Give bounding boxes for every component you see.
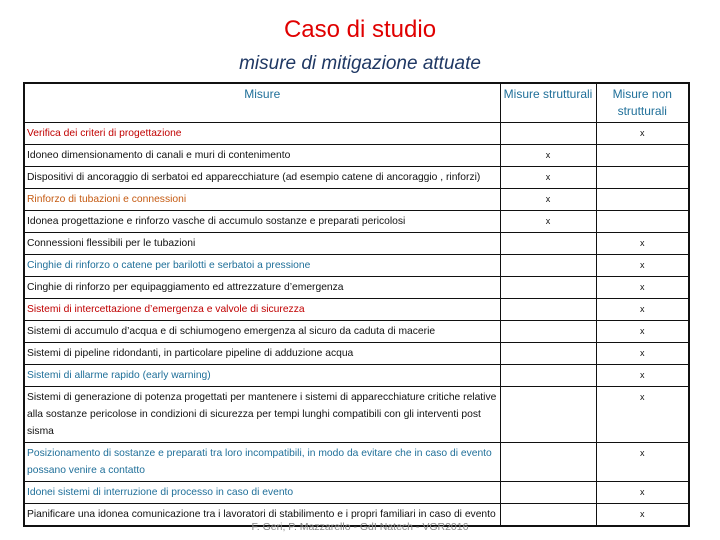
measure-cell: Idonea progettazione e rinforzo vasche di accumulo sostanze e preparati pericolosi bbox=[24, 211, 500, 233]
structural-cell bbox=[500, 443, 596, 482]
structural-cell: x bbox=[500, 189, 596, 211]
table-row bbox=[24, 145, 689, 167]
slide-title: Caso di studio bbox=[283, 16, 437, 43]
table-row bbox=[24, 343, 689, 365]
non-structural-cell bbox=[596, 211, 689, 233]
measure-cell: Sistemi di allarme rapido (early warning) bbox=[24, 365, 500, 387]
slide-footer: F. Geri, P. Mazzarello - GdI Natech - VGR2016 bbox=[251, 521, 469, 533]
non-structural-cell: x bbox=[596, 482, 689, 504]
table-row bbox=[24, 167, 689, 189]
measure-cell: Cinghie di rinforzo o catene per barilotti e serbatoi a pressione bbox=[24, 255, 500, 277]
measure-cell: Cinghie di rinforzo per equipaggiamento ed attrezzature d’emergenza bbox=[24, 277, 500, 299]
non-structural-cell: x bbox=[596, 299, 689, 321]
measure-cell: Sistemi di accumulo d’acqua e di schiumogeno emergenza al sicuro da caduta di macerie bbox=[24, 321, 500, 343]
non-structural-cell: x bbox=[596, 321, 689, 343]
header-measures: Misure bbox=[24, 83, 500, 123]
structural-cell bbox=[500, 255, 596, 277]
table-row bbox=[24, 387, 689, 443]
non-structural-cell: x bbox=[596, 387, 689, 443]
structural-cell bbox=[500, 321, 596, 343]
non-structural-cell: x bbox=[596, 504, 689, 527]
table-row bbox=[24, 365, 689, 387]
structural-cell: x bbox=[500, 167, 596, 189]
table-row bbox=[24, 321, 689, 343]
table-row bbox=[24, 443, 689, 482]
non-structural-cell: x bbox=[596, 443, 689, 482]
structural-cell bbox=[500, 482, 596, 504]
measure-cell: Idonei sistemi di interruzione di processo in caso di evento bbox=[24, 482, 500, 504]
mitigation-measures-table bbox=[23, 82, 690, 527]
measure-cell: Idoneo dimensionamento di canali e muri di contenimento bbox=[24, 145, 500, 167]
table-row bbox=[24, 299, 689, 321]
structural-cell bbox=[500, 233, 596, 255]
measure-cell: Sistemi di pipeline ridondanti, in particolare pipeline di adduzione acqua bbox=[24, 343, 500, 365]
non-structural-cell: x bbox=[596, 233, 689, 255]
non-structural-cell: x bbox=[596, 123, 689, 145]
measure-cell: Rinforzo di tubazioni e connessioni bbox=[24, 189, 500, 211]
structural-cell: x bbox=[500, 145, 596, 167]
non-structural-cell: x bbox=[596, 255, 689, 277]
table-row bbox=[24, 123, 689, 145]
structural-cell bbox=[500, 277, 596, 299]
measure-cell: Sistemi di intercettazione d’emergenza e valvole di sicurezza bbox=[24, 299, 500, 321]
structural-cell bbox=[500, 299, 596, 321]
non-structural-cell: x bbox=[596, 343, 689, 365]
non-structural-cell bbox=[596, 167, 689, 189]
table-row bbox=[24, 277, 689, 299]
measure-cell: Pianificare una idonea comunicazione tra i lavoratori di stabilimento e i propri familiari in caso di evento bbox=[24, 504, 500, 527]
table-row bbox=[24, 211, 689, 233]
structural-cell: x bbox=[500, 211, 596, 233]
measure-cell: Connessioni flessibili per le tubazioni bbox=[24, 233, 500, 255]
non-structural-cell bbox=[596, 189, 689, 211]
header-non-structural: Misure non strutturali bbox=[596, 83, 689, 123]
measure-cell: Sistemi di generazione di potenza progettati per mantenere i sistemi di apparecchiature critiche relative alla sostanze pericolose in condizioni di sicurezza per tempi lunghi compatibili con gli interventi post sisma bbox=[24, 387, 500, 443]
table-header-row bbox=[24, 83, 689, 123]
measure-cell: Posizionamento di sostanze e preparati tra loro incompatibili, in modo da evitare che in caso di evento possano venire a contatto bbox=[24, 443, 500, 482]
table-row bbox=[24, 233, 689, 255]
structural-cell bbox=[500, 123, 596, 145]
table-row bbox=[24, 255, 689, 277]
non-structural-cell: x bbox=[596, 277, 689, 299]
non-structural-cell: x bbox=[596, 365, 689, 387]
structural-cell bbox=[500, 343, 596, 365]
measure-cell: Dispositivi di ancoraggio di serbatoi ed apparecchiature (ad esempio catene di ancoraggio , rinforzi) bbox=[24, 167, 500, 189]
table-row bbox=[24, 189, 689, 211]
table-row bbox=[24, 482, 689, 504]
slide-subtitle: misure di mitigazione attuate bbox=[239, 53, 481, 74]
header-structural: Misure strutturali bbox=[500, 83, 596, 123]
non-structural-cell bbox=[596, 145, 689, 167]
structural-cell bbox=[500, 365, 596, 387]
structural-cell bbox=[500, 387, 596, 443]
measure-cell: Verifica dei criteri di progettazione bbox=[24, 123, 500, 145]
